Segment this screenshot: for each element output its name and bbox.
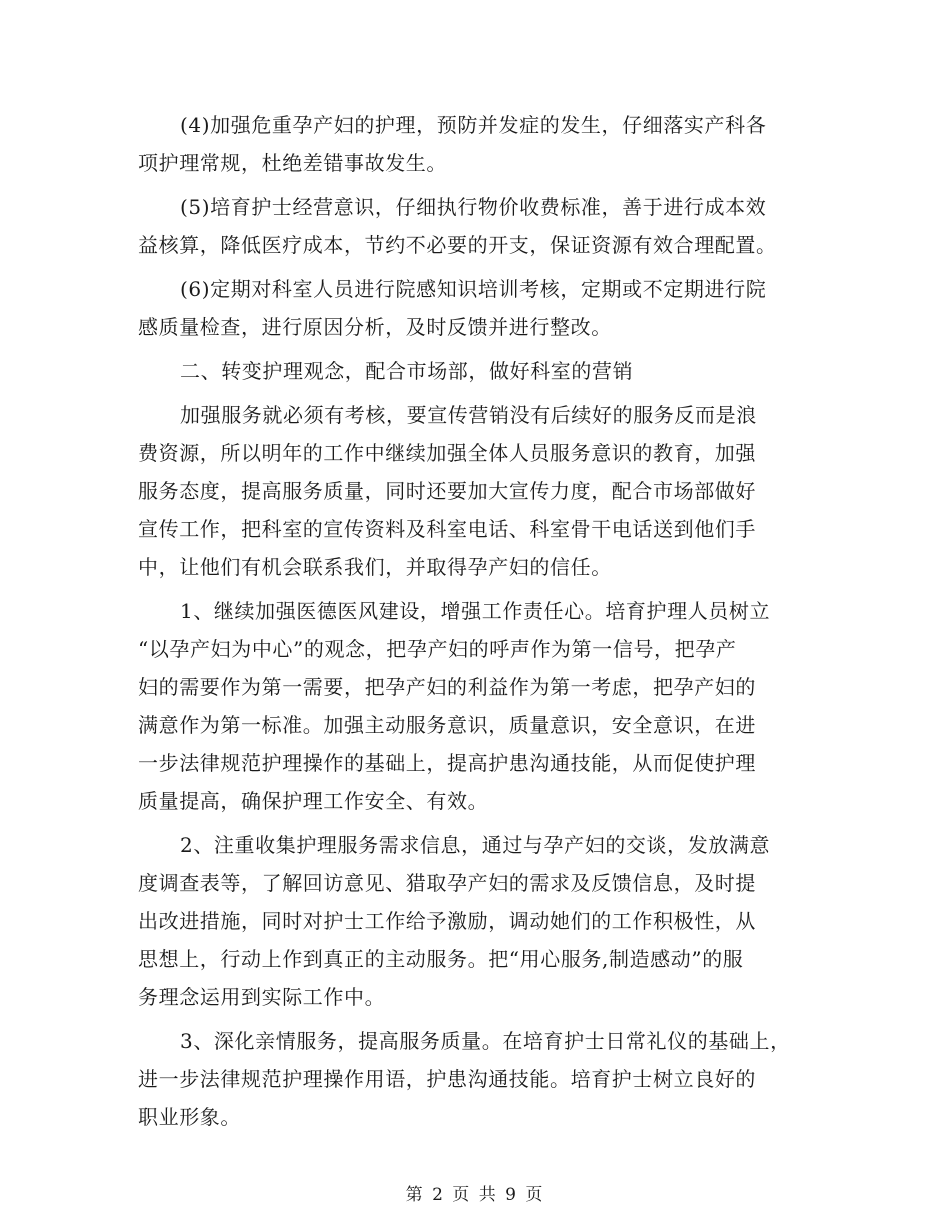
text-line: 一步法律规范护理操作的基础上，提高护患沟通技能，从而促使护理: [138, 751, 756, 775]
text-line: 出改进措施，同时对护士工作给予激励，调动她们的工作积极性，从: [138, 909, 756, 933]
text-line: 2、注重收集护理服务需求信息，通过与孕产妇的交谈，发放满意: [180, 833, 771, 857]
paragraph-6: [138, 270, 818, 346]
page-number-footer: 第 2 页 共 9 页: [405, 1185, 545, 1205]
document-body: [138, 106, 818, 1142]
text-line: 务理念运用到实际工作中。: [138, 985, 386, 1009]
text-line: (4)加强危重孕产妇的护理，预防并发症的发生，仔细落实产科各: [180, 113, 767, 137]
text-line: (5)培育护士经营意识，仔细执行物价收费标准，善于进行成本效: [180, 195, 767, 219]
text-line: 宣传工作，把科室的宣传资料及科室电话、科室骨干电话送到他们手: [138, 517, 756, 541]
heading-line: 二、转变护理观念，配合市场部，做好科室的营销: [180, 359, 634, 383]
text-line: 费资源，所以明年的工作中继续加强全体人员服务意识的教育，加强: [138, 441, 756, 465]
text-line: 进一步法律规范护理操作用语，护患沟通技能。培育护士树立良好的: [138, 1067, 756, 1091]
text-line: 职业形象。: [138, 1105, 241, 1129]
text-line: 项护理常规，杜绝差错事故发生。: [138, 151, 447, 175]
text-line: 加强服务就必须有考核，要宣传营销没有后续好的服务反而是浪: [180, 403, 757, 427]
text-line: 度调查表等，了解回访意见、猎取孕产妇的需求及反馈信息，及时提: [138, 871, 756, 895]
text-line: 1、继续加强医德医风建设，增强工作责任心。培育护理人员树立: [180, 599, 771, 623]
text-line: (6)定期对科室人员进行院感知识培训考核，定期或不定期进行院: [180, 277, 767, 301]
paragraph-5: [138, 188, 818, 264]
text-line: “以孕产妇为中心”的观念，把孕产妇的呼声作为第一信号，把孕产: [138, 637, 737, 661]
text-line: 满意作为第一标准。加强主动服务意识，质量意识，安全意识，在进: [138, 713, 756, 737]
text-line: 感质量检查，进行原因分析，及时反馈并进行整改。: [138, 315, 612, 339]
section-heading: [138, 352, 818, 390]
text-line: 3、深化亲情服务，提高服务质量。在培育护士日常礼仪的基础上，: [180, 1029, 791, 1053]
paragraph-4: [138, 106, 818, 182]
paragraph-service-assessment: [138, 396, 818, 586]
text-line: 质量提高，确保护理工作安全、有效。: [138, 789, 489, 813]
text-line: 中，让他们有机会联系我们，并取得孕产妇的信任。: [138, 555, 612, 579]
text-line: 益核算，降低医疗成本，节约不必要的开支，保证资源有效合理配置。: [138, 233, 777, 257]
text-line: 思想上，行动上作到真正的主动服务。把“用心服务,制造感动”的服: [138, 947, 744, 971]
paragraph-item-3: [138, 1022, 818, 1136]
paragraph-item-1: [138, 592, 818, 820]
text-line: 服务态度，提高服务质量，同时还要加大宣传力度，配合市场部做好: [138, 479, 756, 503]
text-line: 妇的需要作为第一需要，把孕产妇的利益作为第一考虑，把孕产妇的: [138, 675, 756, 699]
paragraph-item-2: [138, 826, 818, 1016]
